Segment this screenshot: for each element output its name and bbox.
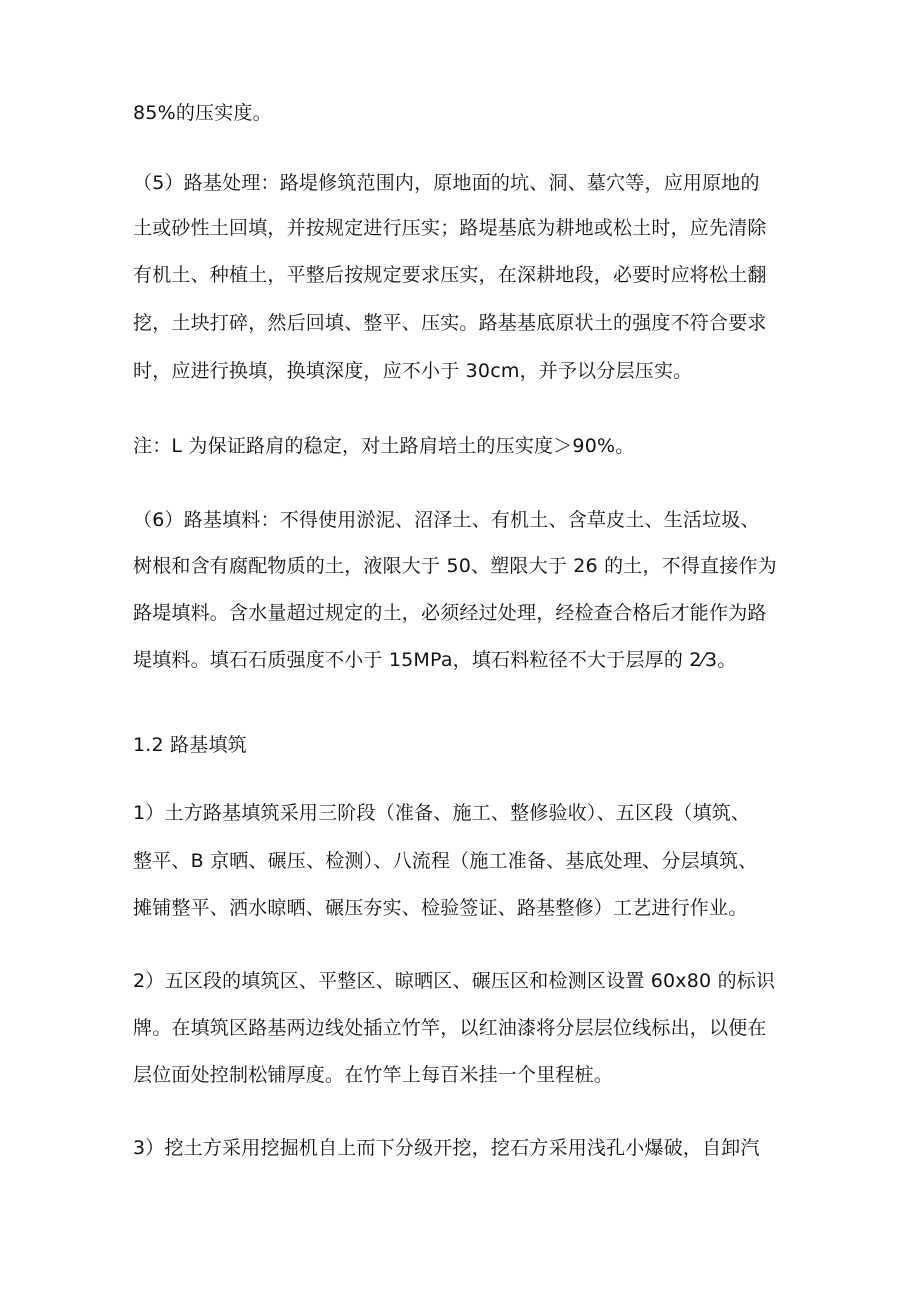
note-line: 注：L 为保证路肩的稳定，对土路肩培土的压实度＞90%。 xyxy=(133,435,635,457)
text-line: 层位面处控制松铺厚度。在竹竿上每百米挂一个里程桩。 xyxy=(133,1064,614,1086)
text-line: 堤填料。填石石质强度不小于 15MPa，填石料粒径不大于层厚的 2⁄3。 xyxy=(133,649,737,671)
text-line: 挖，土块打碎，然后回填、整平、压实。路基基底原状土的强度不符合要求 xyxy=(133,312,767,334)
text-line: 整平、B 京晒、碾压、检测）、八流程（施工准备、基底处理、分层填筑、 xyxy=(133,850,758,872)
text-line: 摊铺整平、洒水晾晒、碾压夯实、检验签证、路基整修）工艺进行作业。 xyxy=(133,897,748,919)
text-line: 树根和含有腐配物质的土，液限大于 50、塑限大于 26 的土，不得直接作为 xyxy=(133,555,777,577)
text-line: 85%的压实度。 xyxy=(133,102,272,124)
text-line: 时，应进行换填，换填深度，应不小于 30cm，并予以分层压实。 xyxy=(133,360,693,382)
text-line: 3）挖土方采用挖掘机自上而下分级开挖，挖石方采用浅孔小爆破，自卸汽 xyxy=(133,1137,760,1159)
text-line: 有机土、种植土，平整后按规定要求压实，在深耕地段，必要时应将松土翻 xyxy=(133,264,767,286)
text-line: 1）土方路基填筑采用三阶段（准备、施工、整修验收）、五区段（填筑、 xyxy=(133,802,751,824)
text-line: 2）五区段的填筑区、平整区、晾晒区、碾压区和检测区设置 60x80 的标识 xyxy=(133,970,776,992)
text-line: 路堤填料。含水量超过规定的土，必须经过处理，经检查合格后才能作为路 xyxy=(133,602,767,624)
text-line: 土或砂性土回填，并按规定进行压实；路堤基底为耕地或松土时，应先清除 xyxy=(133,217,767,239)
text-line: 牌。在填筑区路基两边线处插立竹竿，以红油漆将分层层位线标出，以便在 xyxy=(133,1017,767,1039)
text-line: （5）路基处理：路堤修筑范围内，原地面的坑、洞、墓穴等，应用原地的 xyxy=(133,172,760,194)
text-line: （6）路基填料：不得使用淤泥、沼泽土、有机土、含草皮土、生活垃圾、 xyxy=(133,509,760,531)
section-heading: 1.2 路基填筑 xyxy=(133,734,247,756)
